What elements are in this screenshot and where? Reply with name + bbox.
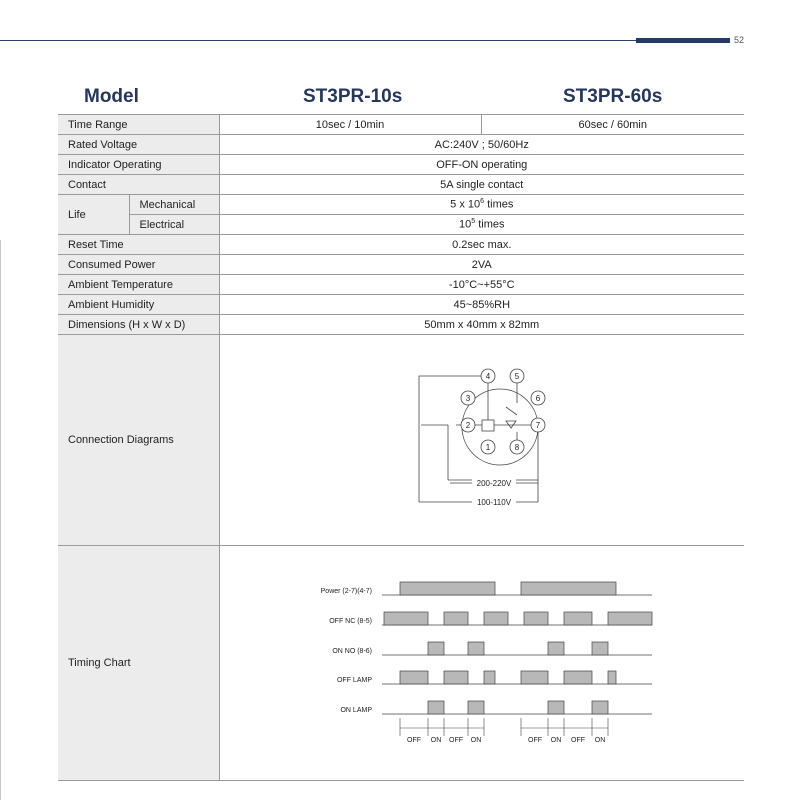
pulse-on-no-4 (592, 642, 608, 655)
connection-diagram (220, 335, 745, 542)
pin-label-6: 6 (535, 394, 540, 403)
electrical-value (219, 215, 744, 235)
page-number: 52 (734, 35, 745, 45)
mechanical-value (219, 195, 744, 215)
table-row (58, 315, 744, 335)
table-row (58, 215, 744, 235)
voltage-high-label: 200-220V (476, 479, 511, 488)
table-row (58, 275, 744, 295)
row-label-mechanical: Mechanical (129, 195, 219, 215)
electrical-suffix: times (475, 218, 505, 231)
pulse-off-nc-2 (444, 612, 468, 625)
table-row (58, 155, 744, 175)
period-label-6: ON (550, 737, 561, 744)
relay-coil (482, 420, 494, 431)
pin-label-3: 3 (465, 394, 470, 403)
table-row (58, 235, 744, 255)
mechanical-exponent: 6 (480, 198, 485, 206)
pulse-off-lamp-4 (521, 671, 548, 684)
period-label-2: ON (430, 737, 441, 744)
signal-label-off-nc: OFF NC (8-5) (328, 618, 372, 625)
row-label-electrical: Electrical (129, 215, 219, 235)
model-b-heading: ST3PR-60s (563, 86, 663, 107)
reset-time-value: 0.2sec max. (219, 235, 744, 255)
period-label-8: ON (594, 737, 605, 744)
pulse-off-nc-6 (608, 612, 652, 625)
period-label-4: ON (470, 737, 481, 744)
pulse-power-2 (521, 582, 616, 595)
row-label-ambient-temp: Ambient Temperature (58, 275, 219, 295)
pulse-off-nc-5 (564, 612, 592, 625)
voltage-low-label: 100-110V (476, 498, 511, 507)
pulse-off-lamp-1 (400, 671, 428, 684)
pulse-on-no-2 (468, 642, 484, 655)
pin-label-7: 7 (535, 421, 540, 430)
pulse-off-lamp-6 (608, 671, 616, 684)
ambient-humidity-value: 45~85%RH (219, 295, 744, 315)
table-row (58, 546, 744, 781)
table-row (58, 135, 744, 155)
connection-diagram-cell (219, 335, 744, 546)
row-label-consumed-power: Consumed Power (58, 255, 219, 275)
period-label-5: OFF (527, 737, 542, 744)
consumed-power-value: 2VA (219, 255, 744, 275)
mechanical-suffix: times (484, 198, 514, 211)
timing-chart (220, 546, 745, 777)
pulse-power-1 (400, 582, 495, 595)
contact-value: 5A single contact (219, 175, 744, 195)
signal-label-on-no: ON NO (8-6) (331, 648, 372, 655)
dimensions-value: 50mm x 40mm x 82mm (219, 315, 744, 335)
model-a-heading: ST3PR-10s (303, 86, 403, 107)
period-label-1: OFF (406, 737, 421, 744)
row-label-reset-time: Reset Time (58, 235, 219, 255)
lamp-symbol (506, 421, 516, 428)
mechanical-base: 5 x 10 (450, 198, 481, 211)
pulse-on-no-3 (548, 642, 564, 655)
signal-label-off-lamp: OFF LAMP (336, 677, 372, 684)
signal-label-power: Power (2-7)(4-7) (320, 588, 372, 595)
pin-label-5: 5 (514, 372, 519, 381)
contact-arm (506, 407, 517, 415)
pulse-off-lamp-3 (484, 671, 495, 684)
pin-label-2: 2 (465, 421, 470, 430)
row-label-rated-voltage: Rated Voltage (58, 135, 219, 155)
table-row (58, 195, 744, 215)
pin-label-8: 8 (514, 443, 519, 452)
table-row (58, 175, 744, 195)
pulse-on-lamp-2 (468, 701, 484, 714)
timing-chart-cell (219, 546, 744, 781)
row-label-connection: Connection Diagrams (58, 335, 219, 546)
row-label-ambient-humidity: Ambient Humidity (58, 295, 219, 315)
pulse-off-lamp-2 (444, 671, 468, 684)
header-accent-bar (636, 38, 730, 43)
signal-label-on-lamp: ON LAMP (340, 707, 372, 714)
table-row (58, 335, 744, 546)
period-label-7: OFF (570, 737, 585, 744)
pin-label-4: 4 (485, 372, 490, 381)
pulse-off-nc-1 (384, 612, 428, 625)
header-rule (0, 40, 730, 41)
electrical-exponent: 5 (471, 218, 476, 226)
row-label-life: Life (58, 195, 129, 235)
row-label-timing: Timing Chart (58, 546, 219, 781)
row-label-dimensions: Dimensions (H x W x D) (58, 315, 219, 335)
period-label-3: OFF (448, 737, 463, 744)
rated-voltage-value: AC:240V ; 50/60Hz (219, 135, 744, 155)
model-heading: Model (84, 86, 139, 107)
table-row (58, 295, 744, 315)
indicator-value: OFF-ON operating (219, 155, 744, 175)
time-range-a: 10sec / 10min (219, 115, 481, 135)
pulse-off-lamp-5 (564, 671, 592, 684)
row-label-contact: Contact (58, 175, 219, 195)
row-label-indicator: Indicator Operating (58, 155, 219, 175)
pulse-off-nc-3 (484, 612, 508, 625)
electrical-base: 10 (459, 218, 472, 231)
pin-label-1: 1 (485, 443, 490, 452)
spec-table (58, 114, 744, 781)
pulse-off-nc-4 (524, 612, 548, 625)
table-row (58, 255, 744, 275)
left-margin-rule (0, 240, 1, 800)
pulse-on-lamp-3 (548, 701, 564, 714)
pulse-on-no-1 (428, 642, 444, 655)
ambient-temp-value: -10°C~+55°C (219, 275, 744, 295)
row-label-time-range: Time Range (58, 115, 219, 135)
time-range-b: 60sec / 60min (481, 115, 744, 135)
table-row (58, 115, 744, 135)
pulse-on-lamp-4 (592, 701, 608, 714)
pulse-on-lamp-1 (428, 701, 444, 714)
